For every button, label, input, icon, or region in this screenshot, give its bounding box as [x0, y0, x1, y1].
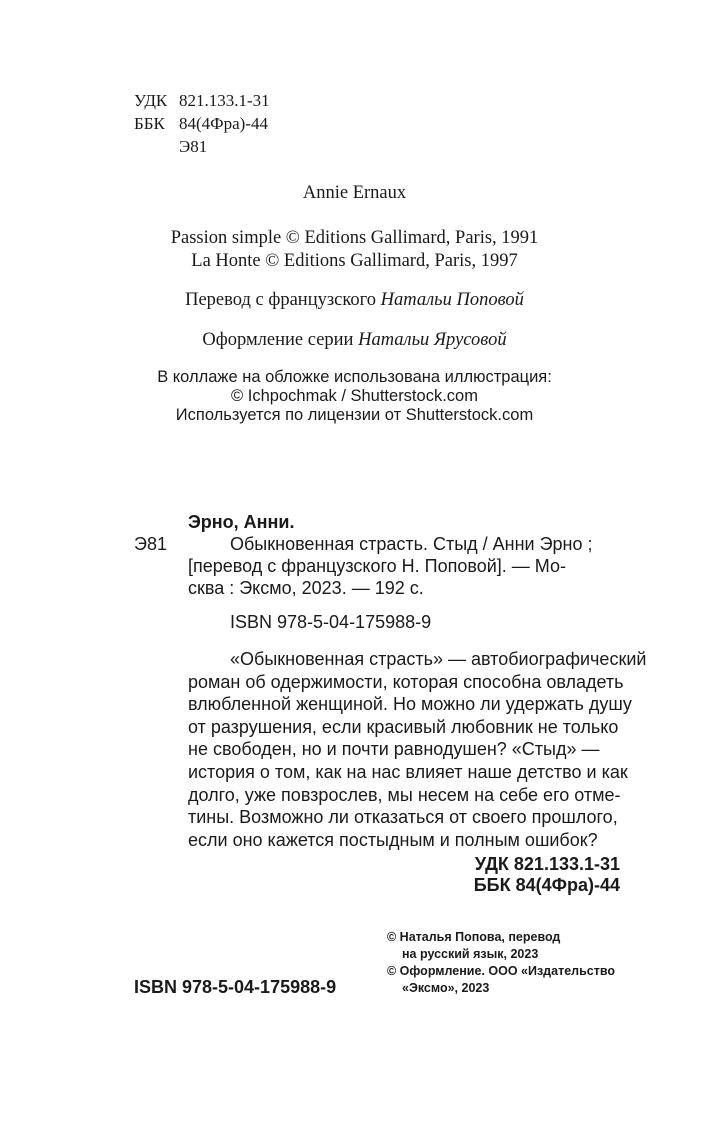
- annotation-line: роман об одержимости, которая способна овладеть: [188, 671, 624, 692]
- footer-isbn: ISBN 978-5-04-175988-9: [134, 977, 337, 997]
- bbk-value: 84(4Фра)-44: [179, 114, 268, 133]
- annotation-line: влюбленной женщиной. Но можно ли удержать душу: [188, 694, 632, 715]
- annotation-line: от разрушения, если красивый любовник не только: [188, 716, 619, 737]
- copyright-design-2: «Эксмо», 2023: [402, 981, 490, 995]
- catalog-bbk: ББК 84(4Фра)-44: [473, 875, 620, 895]
- translation-credit: [0, 288, 709, 312]
- classification-block: [0, 0, 709, 170]
- annotation-line: «Обыкновенная страсть» — автобиографический: [230, 649, 647, 669]
- bbk-label: ББК: [134, 114, 165, 133]
- annotation-line: не свободен, но и почти равнодушен? «Стыд» —: [188, 739, 600, 760]
- catalog-line-2: [перевод с французского Н. Поповой]. — Мо-: [188, 556, 566, 576]
- udk-line: [134, 90, 434, 112]
- copyright-translation-2: на русский язык, 2023: [402, 947, 539, 961]
- annotation-line: долго, уже повзрослев, мы несем на себе его отме-: [188, 784, 621, 805]
- catalog-udk: УДК 821.133.1-31: [474, 854, 620, 874]
- catalog-mark: Э81: [134, 534, 167, 554]
- annotation-line: тины. Возможно ли отказаться от своего прошлого,: [188, 807, 618, 828]
- original-edition-2: La Honte © Editions Gallimard, Paris, 1997: [191, 251, 518, 271]
- annotation-line: история о том, как на нас влияет наше детство и как: [188, 762, 628, 782]
- collage-line-2: © Ichpochmak / Shutterstock.com: [231, 387, 478, 405]
- udk-label: УДК: [134, 91, 168, 110]
- design-prefix: Оформление серии: [202, 330, 354, 350]
- translation-prefix: Перевод с французского: [185, 290, 377, 310]
- author-mark: Э81: [179, 137, 208, 156]
- author-mark-line: [134, 136, 434, 158]
- catalog-heading: Эрно, Анни.: [188, 512, 295, 532]
- collage-line-1: В коллаже на обложке использована иллюстрация:: [157, 368, 552, 386]
- original-edition-1: Passion simple © Editions Gallimard, Paris, 1991: [170, 228, 539, 248]
- translator-name: Натальи Поповой: [380, 290, 524, 310]
- catalog-line-1: Обыкновенная страсть. Стыд / Анни Эрно ;: [230, 534, 593, 554]
- copyright-design-1: © Оформление. ООО «Издательство: [387, 964, 615, 978]
- original-author: Annie Ernaux: [302, 183, 407, 203]
- bbk-line: [134, 113, 434, 135]
- design-credit: [0, 328, 709, 352]
- collage-line-3: Используется по лицензии от Shutterstock.com: [175, 406, 534, 424]
- annotation-line: если оно кажется постыдным и полным ошибок?: [188, 829, 598, 850]
- udk-value: 821.133.1-31: [179, 91, 270, 110]
- copyright-translation-1: © Наталья Попова, перевод: [387, 930, 561, 944]
- catalog-isbn: ISBN 978-5-04-175988-9: [230, 612, 432, 632]
- catalog-line-3: сква : Эксмо, 2023. — 192 с.: [188, 578, 424, 598]
- designer-name: Натальи Ярусовой: [358, 330, 507, 350]
